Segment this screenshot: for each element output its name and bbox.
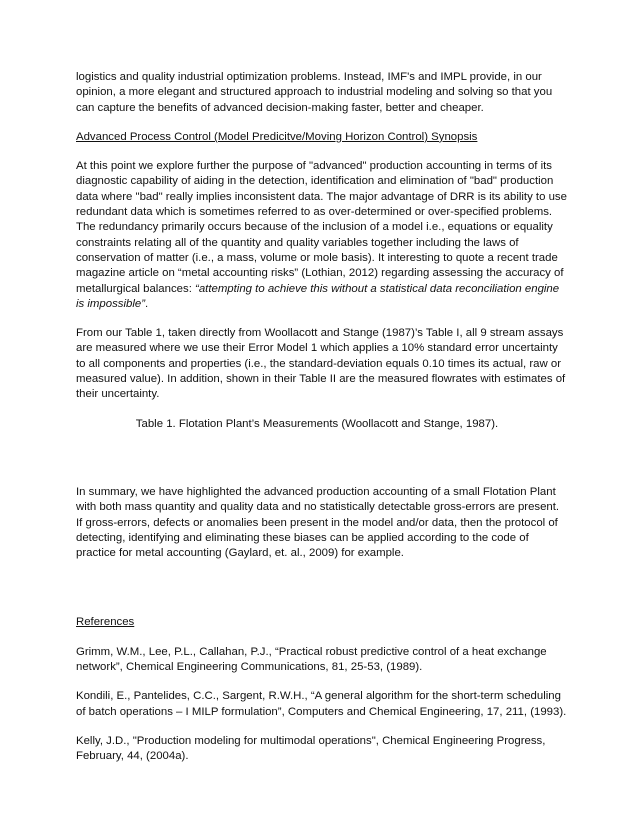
section-heading: Advanced Process Control (Model Predicitve/Moving Horizon Control) Synopsis xyxy=(76,130,478,143)
explore-paragraph-quote: “attempting to achieve this without a statistical data reconciliation engine is impossible” xyxy=(76,282,560,310)
explore-paragraph-end: . xyxy=(145,297,149,310)
explore-paragraph-text: At this point we explore further the purpose of "advanced" production accounting in terms of its diagnostic capability of aiding in the detection, identification and elimination of "bad" production data where "bad" really implies inconsistent data. The major advantage of DRR is its ability to use redundant data which is sometimes referred to as over-determined or over-specified problems. The redundancy primarily occurs because of the inclusion of a model i.e., equations or equality constraints relating all of the quantity and quality variables together including the laws of conservation of matter (i.e., a mass, volume or mole basis). It interesting to quote a recent trade magazine article on “metal accounting risks” (Lothian, 2012) regarding assessing the accuracy of metallurgical balances: xyxy=(76,160,567,295)
reference-item: Kelly, J.D., "Production modeling for multimodal operations", Chemical Engineering Progress, February, 44, (2004a). xyxy=(76,734,546,763)
table-paragraph: From our Table 1, taken directly from Woollacott and Stange (1987)’s Table I, all 9 stream assays are measured where we use their Error Model 1 which applies a 10% standard error uncertainty to all components and properties (i.e., the standard-deviation equals 0.10 times its actual, raw or measured value). In addition, shown in their Table II are the measured flowrates with estimates of their uncertainty. xyxy=(76,327,566,401)
explore-paragraph xyxy=(76,159,568,312)
intro-paragraph: logistics and quality industrial optimization problems. Instead, IMF's and IMPL provide, in our opinion, a more elegant and structured approach to industrial modeling and solving so that you can capture the benefits of advanced decision-making faster, better and cheaper. xyxy=(76,71,553,114)
summary-paragraph: In summary, we have highlighted the advanced production accounting of a small Flotation Plant with both mass quantity and quality data and no statistically detectable gross-errors are present. If gross-errors, defects or anomalies been present in the model and/or data, then the protocol of detecting, identifying and eliminating these biases can be applied according to the code of practice for metal accounting (Gaylard, et. al., 2009) for example. xyxy=(76,485,560,560)
table-caption: Table 1. Flotation Plant’s Measurements (Woollacott and Stange, 1987). xyxy=(135,417,499,430)
reference-item: Kondili, E., Pantelides, C.C., Sargent, R.W.H., “A general algorithm for the short-term scheduling of batch operations – I MILP formulation”, Computers and Chemical Engineering, 17, 211, (1993). xyxy=(76,690,567,718)
reference-item: Grimm, W.M., Lee, P.L., Callahan, P.J., “Practical robust predictive control of a heat exchange network”, Chemical Engineering Communications, 81, 25-53, (1989). xyxy=(76,645,547,674)
references-heading: References xyxy=(76,616,135,629)
